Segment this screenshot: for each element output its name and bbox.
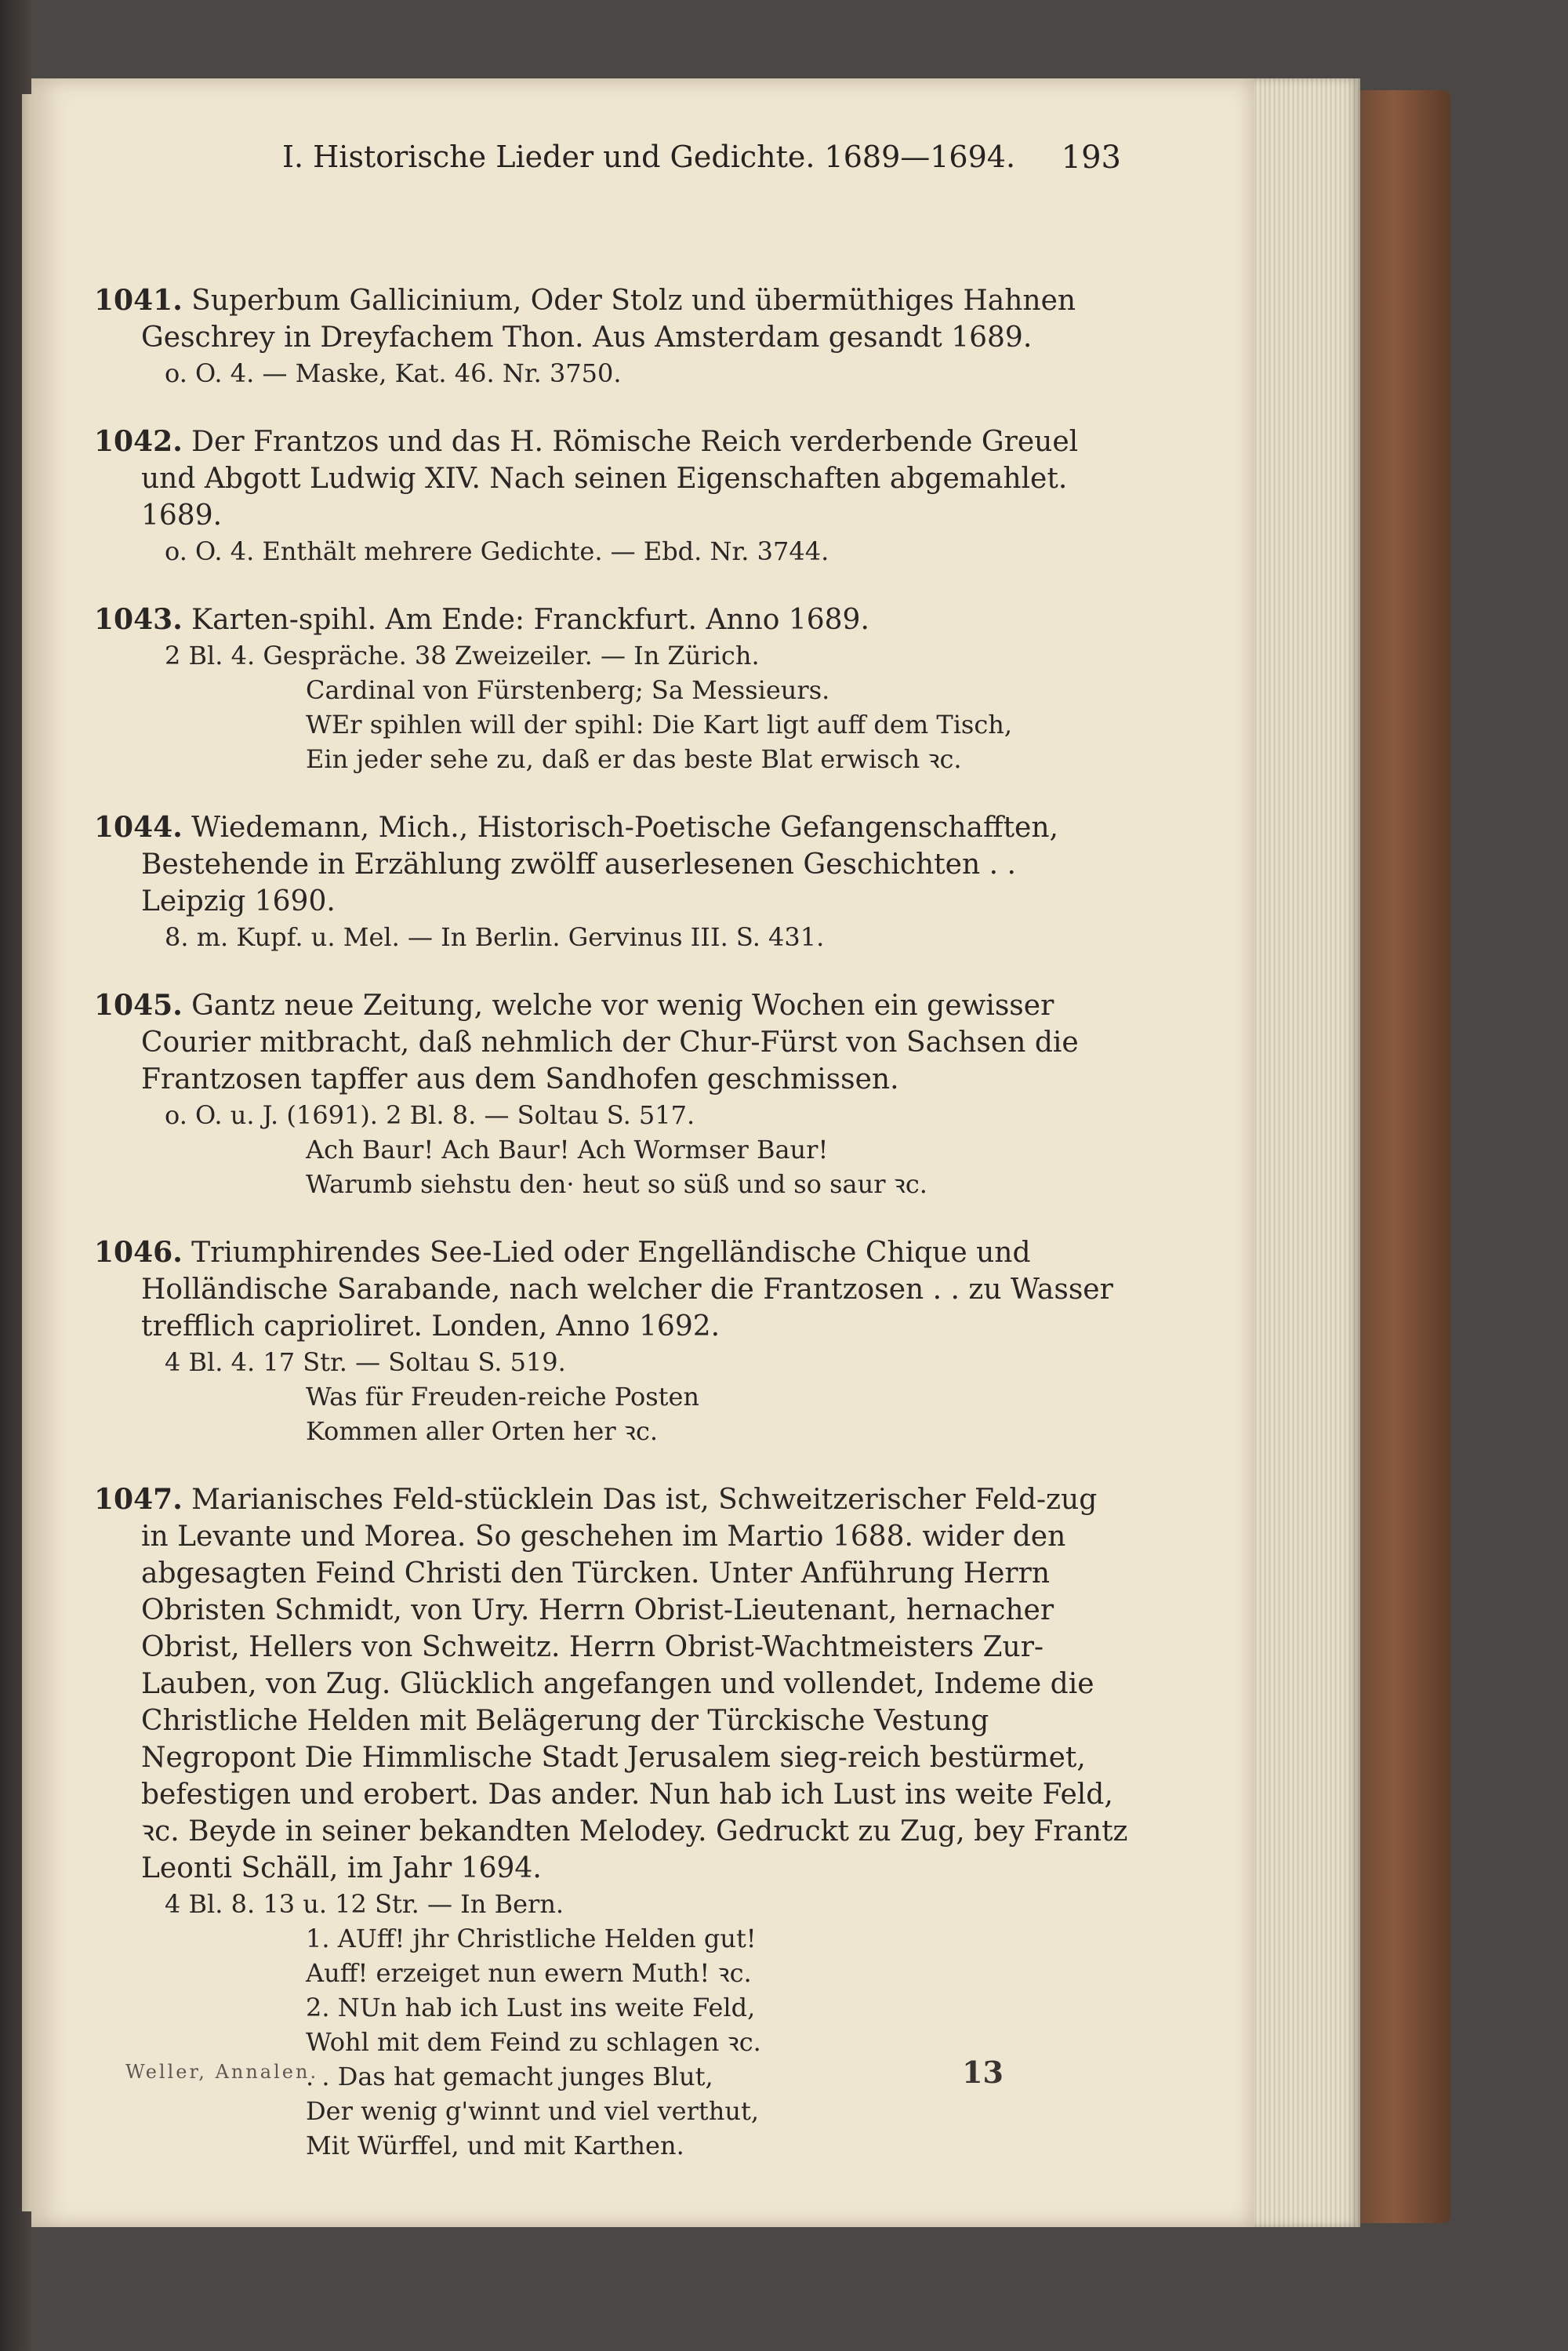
entry-meta: o. O. 4. — Maske, Kat. 46. Nr. 3750. bbox=[165, 358, 622, 388]
entry-number: 1044. bbox=[94, 811, 183, 844]
entry-title: Superbum Gallicinium, Oder Stolz und übermüthiges Hahnen Geschrey in Dreyfachem Thon. Aus Amsterdam gesandt 1689. bbox=[141, 285, 1076, 354]
entry-meta: 2 Bl. 4. Gespräche. 38 Zweizeiler. — In Zürich. bbox=[165, 641, 760, 670]
verse-line: WEr spihlen will der spihl: Die Kart ligt auff dem Tisch, bbox=[306, 710, 1013, 739]
entry-title: Der Frantzos und das H. Römische Reich verderbende Greuel und Abgott Ludwig XIV. Nach seinen Eigenschaften abgemahlet. 1689. bbox=[141, 426, 1079, 532]
entry-number: 1047. bbox=[94, 1483, 183, 1516]
verse-line: Wohl mit dem Feind zu schlagen ꝛc. bbox=[306, 2027, 761, 2057]
entry-list bbox=[94, 282, 1129, 2196]
entry-text bbox=[94, 282, 1129, 356]
entry-title: Marianisches Feld-stücklein Das ist, Schweitzerischer Feld-zug in Levante und Morea. So geschehen im Martio 1688. wider den abgesagten Feind Christi den Türcken. Unter Anführung Herrn Obristen Schmidt, von Ury. Herrn Obrist-Lieutenant, hernacher Obrist, Hellers von Schweitz. Herrn Obrist-Wachtmeisters Zur-Lauben, von Zug. Glücklich angefangen und vollendet, Indeme die Christliche Helden mit Belägerung der Türckische Vestung Negropont Die Himmlische Stadt Jerusalem sieg-reich bestürmet, befestigen und erobert. Das ander. Nun hab ich Lust ins weite Feld, ꝛc. Beyde in seiner bekandten Melodey. Gedruckt zu Zug, bey Frantz Leonti Schäll, im Jahr 1694. bbox=[141, 1484, 1128, 1884]
verse-line: Der wenig g'winnt und viel verthut, bbox=[306, 2096, 759, 2126]
bibliography-entry bbox=[94, 423, 1129, 569]
entry-number: 1043. bbox=[94, 603, 183, 636]
page-number: 193 bbox=[1061, 140, 1121, 176]
verse-line: Was für Freuden-reiche Posten bbox=[306, 1382, 700, 1412]
entry-title: Karten-spihl. Am Ende: Franckfurt. Anno 1689. bbox=[182, 604, 869, 636]
entry-meta: 4 Bl. 4. 17 Str. — Soltau S. 519. bbox=[165, 1347, 566, 1377]
entry-number: 1045. bbox=[94, 989, 183, 1022]
verse-line: 1. AUff! jhr Christliche Helden gut! bbox=[306, 1924, 757, 1953]
bibliography-entry bbox=[94, 987, 1129, 1201]
entry-number: 1042. bbox=[94, 425, 183, 458]
entry-verse bbox=[94, 1132, 1129, 1201]
running-header bbox=[259, 140, 1121, 187]
page-footer bbox=[125, 2055, 1004, 2094]
entry-meta: 4 Bl. 8. 13 u. 12 Str. — In Bern. bbox=[165, 1889, 564, 1919]
verse-line: . . Das hat gemacht junges Blut, bbox=[306, 2062, 713, 2091]
verse-line: Ein jeder sehe zu, daß er das beste Blat erwisch ꝛc. bbox=[306, 744, 962, 774]
bibliography-entry bbox=[94, 809, 1129, 954]
verse-line: Kommen aller Orten her ꝛc. bbox=[306, 1416, 659, 1446]
verse-line: Auff! erzeiget nun ewern Muth! ꝛc. bbox=[306, 1958, 752, 1988]
verse-line: Ach Baur! Ach Baur! Ach Wormser Baur! bbox=[306, 1135, 829, 1165]
entry-text bbox=[94, 987, 1129, 1098]
entry-text bbox=[94, 601, 1129, 638]
entry-verse bbox=[94, 1379, 1129, 1448]
bibliography-entry bbox=[94, 601, 1129, 776]
entry-text bbox=[94, 423, 1129, 534]
bibliography-entry bbox=[94, 1234, 1129, 1448]
header-title: I. Historische Lieder und Gedichte. 1689—1694. bbox=[282, 140, 1016, 174]
entry-verse bbox=[94, 1921, 1129, 2163]
entry-meta: o. O. u. J. (1691). 2 Bl. 8. — Soltau S. 517. bbox=[165, 1100, 695, 1130]
entry-text bbox=[94, 809, 1129, 920]
entry-number: 1046. bbox=[94, 1236, 183, 1269]
verse-line: Mit Würffel, und mit Karthen. bbox=[306, 2131, 684, 2160]
book-cover-edge bbox=[1356, 90, 1450, 2223]
entry-title: Triumphirendes See-Lied oder Engelländische Chique und Holländische Sarabande, nach welcher die Frantzosen . . zu Wasser trefflich caprioliret. Londen, Anno 1692. bbox=[141, 1237, 1113, 1343]
entry-text bbox=[94, 1234, 1129, 1345]
signature-mark: 13 bbox=[962, 2055, 1004, 2090]
signature-text: Weller, Annalen. bbox=[125, 2061, 319, 2083]
entry-text bbox=[94, 1481, 1129, 1887]
bibliography-entry bbox=[94, 282, 1129, 391]
verse-line: 2. NUn hab ich Lust ins weite Feld, bbox=[306, 1993, 756, 2022]
entry-title: Gantz neue Zeitung, welche vor wenig Wochen ein gewisser Courier mitbracht, daß nehmlich der Chur-Fürst von Sachsen die Frantzosen tapffer aus dem Sandhofen geschmissen. bbox=[141, 990, 1079, 1096]
page-edges bbox=[1243, 78, 1360, 2227]
entry-verse bbox=[94, 673, 1129, 776]
entry-meta: o. O. 4. Enthält mehrere Gedichte. — Ebd. Nr. 3744. bbox=[165, 536, 829, 566]
verse-line: Cardinal von Fürstenberg; Sa Messieurs. bbox=[306, 675, 830, 705]
verse-line: Warumb siehstu den· heut so süß und so saur ꝛc. bbox=[306, 1169, 927, 1199]
entry-meta: 8. m. Kupf. u. Mel. — In Berlin. Gervinus III. S. 431. bbox=[165, 922, 825, 952]
entry-title: Wiedemann, Mich., Historisch-Poetische Gefangenschafften, Bestehende in Erzählung zwölff auserlesenen Geschichten . . Leipzig 1690. bbox=[141, 812, 1058, 918]
entry-number: 1041. bbox=[94, 284, 183, 317]
